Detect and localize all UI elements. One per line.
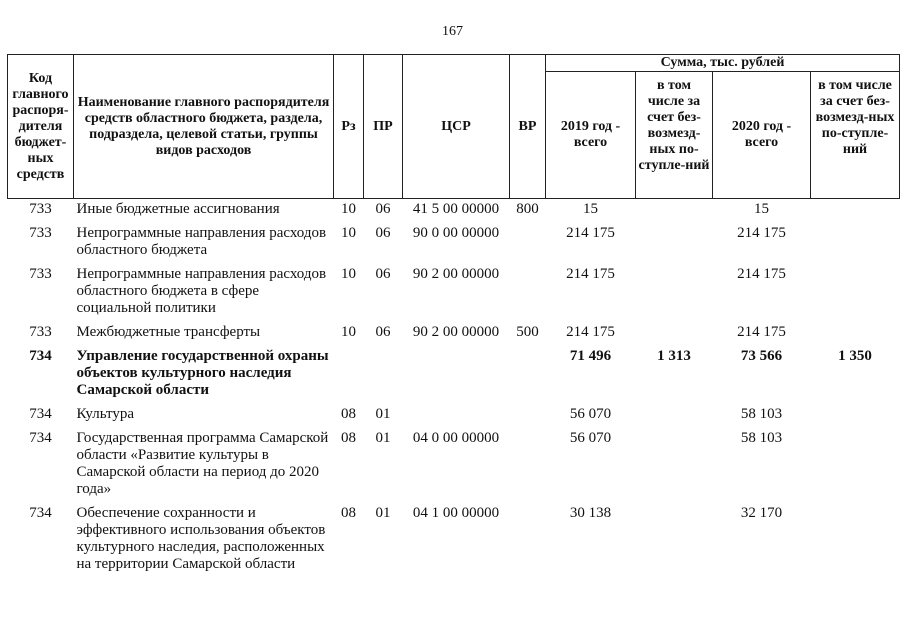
table-header — [8, 55, 900, 199]
cell-2020-free — [811, 428, 900, 503]
header-vr: ВР — [510, 55, 546, 199]
cell-2020-total: 214 175 — [737, 266, 786, 282]
table-row — [8, 223, 900, 264]
cell-csr — [403, 404, 510, 428]
cell-vr: 800 — [516, 201, 539, 217]
cell-code: 734 — [29, 348, 52, 364]
cell-2020-free — [811, 404, 900, 428]
cell-csr: 04 0 00 00000 — [412, 430, 500, 446]
header-rz: Рз — [334, 55, 364, 199]
cell-2020-free: 1 350 — [838, 348, 872, 364]
cell-name: Управление государственной охраны объектов культурного наследия Самарской области — [76, 348, 329, 398]
cell-rz: 10 — [341, 201, 356, 217]
header-2019-total: 2019 год - всего — [546, 72, 636, 199]
cell-vr — [510, 346, 546, 404]
cell-rz: 08 — [341, 430, 356, 446]
cell-2020-total: 214 175 — [737, 324, 786, 340]
cell-name: Государственная программа Самарской области «Развитие культуры в Самарской области на период до 2020 года» — [76, 430, 329, 497]
cell-2019-free — [636, 503, 713, 578]
cell-2019-free — [636, 428, 713, 503]
cell-csr: 90 0 00 00000 — [412, 225, 500, 241]
table-row — [8, 428, 900, 503]
cell-rz: 08 — [341, 406, 356, 422]
cell-name: Межбюджетные трансферты — [76, 324, 261, 340]
cell-2019-free — [636, 264, 713, 322]
cell-pr: 06 — [375, 324, 391, 340]
cell-pr: 06 — [375, 225, 391, 241]
cell-2020-total: 58 103 — [740, 430, 783, 446]
cell-code: 733 — [29, 201, 52, 217]
cell-2019-total: 56 070 — [569, 430, 612, 446]
cell-rz: 10 — [341, 266, 356, 282]
table-row — [8, 322, 900, 346]
header-2020-free: в том числе за счет без-возмезд-ных по-ступле-ний — [811, 72, 900, 199]
cell-pr: 06 — [375, 266, 391, 282]
cell-csr: 90 2 00 00000 — [412, 266, 500, 282]
cell-2019-free — [636, 322, 713, 346]
cell-2020-free — [811, 223, 900, 264]
cell-csr — [403, 346, 510, 404]
cell-2019-total: 56 070 — [569, 406, 612, 422]
cell-name: Иные бюджетные ассигнования — [76, 201, 280, 217]
cell-2020-free — [811, 264, 900, 322]
cell-2020-free — [811, 503, 900, 578]
cell-2019-total: 71 496 — [569, 348, 612, 364]
cell-code: 734 — [29, 505, 52, 521]
cell-2020-total: 214 175 — [737, 225, 786, 241]
cell-vr — [510, 264, 546, 322]
header-2020-total: 2020 год - всего — [713, 72, 811, 199]
cell-2019-total: 30 138 — [569, 505, 612, 521]
cell-vr — [510, 223, 546, 264]
cell-code: 733 — [29, 324, 52, 340]
cell-2020-total: 15 — [754, 201, 769, 217]
cell-2020-total: 32 170 — [740, 505, 783, 521]
header-name: Наименование главного распорядителя средств областного бюджета, раздела, подраздела, целевой статьи, группы видов расходов — [74, 55, 334, 199]
cell-2020-free — [811, 322, 900, 346]
cell-name: Непрограммные направления расходов областного бюджета — [76, 225, 327, 258]
cell-pr: 06 — [375, 201, 391, 217]
cell-csr: 04 1 00 00000 — [412, 505, 500, 521]
cell-rz: 08 — [341, 505, 356, 521]
cell-code: 734 — [29, 406, 52, 422]
cell-pr: 01 — [375, 406, 391, 422]
cell-2019-total: 15 — [583, 201, 598, 217]
cell-code: 734 — [29, 430, 52, 446]
header-pr: ПР — [364, 55, 403, 199]
cell-name: Непрограммные направления расходов областного бюджета в сфере социальной политики — [76, 266, 327, 316]
cell-csr: 90 2 00 00000 — [412, 324, 500, 340]
cell-pr — [364, 346, 403, 404]
cell-2019-free — [636, 199, 713, 224]
cell-2019-total: 214 175 — [566, 324, 615, 340]
cell-vr — [510, 428, 546, 503]
table-body — [8, 199, 900, 579]
cell-code: 733 — [29, 225, 52, 241]
table-row — [8, 264, 900, 322]
header-code: Код главного распоря-дителя бюджет-ных средств — [8, 55, 74, 199]
cell-name: Культура — [76, 406, 134, 422]
table-row — [8, 346, 900, 404]
cell-2019-free — [636, 404, 713, 428]
cell-vr — [510, 404, 546, 428]
header-sum-group: Сумма, тыс. рублей — [546, 55, 900, 72]
cell-rz: 10 — [341, 225, 356, 241]
cell-2019-total: 214 175 — [566, 225, 615, 241]
cell-2019-free: 1 313 — [657, 348, 691, 364]
table-row — [8, 199, 900, 224]
header-csr: ЦСР — [403, 55, 510, 199]
cell-2019-free — [636, 223, 713, 264]
table-row — [8, 404, 900, 428]
cell-pr: 01 — [375, 505, 391, 521]
cell-code: 733 — [29, 266, 52, 282]
cell-name: Обеспечение сохранности и эффективного использования объектов культурного наследия, расположенных на территории Самарской области — [76, 505, 326, 572]
cell-rz — [334, 346, 364, 404]
cell-2019-total: 214 175 — [566, 266, 615, 282]
cell-csr: 41 5 00 00000 — [412, 201, 500, 217]
cell-pr: 01 — [375, 430, 391, 446]
cell-2020-total: 58 103 — [740, 406, 783, 422]
cell-rz: 10 — [341, 324, 356, 340]
budget-table — [7, 54, 900, 578]
cell-vr — [510, 503, 546, 578]
cell-vr: 500 — [516, 324, 539, 340]
header-2019-free: в том числе за счет без-возмезд-ных по-ступле-ний — [636, 72, 713, 199]
cell-2020-free — [811, 199, 900, 224]
page-number: 167 — [442, 24, 463, 39]
table-row — [8, 503, 900, 578]
cell-2020-total: 73 566 — [740, 348, 783, 364]
